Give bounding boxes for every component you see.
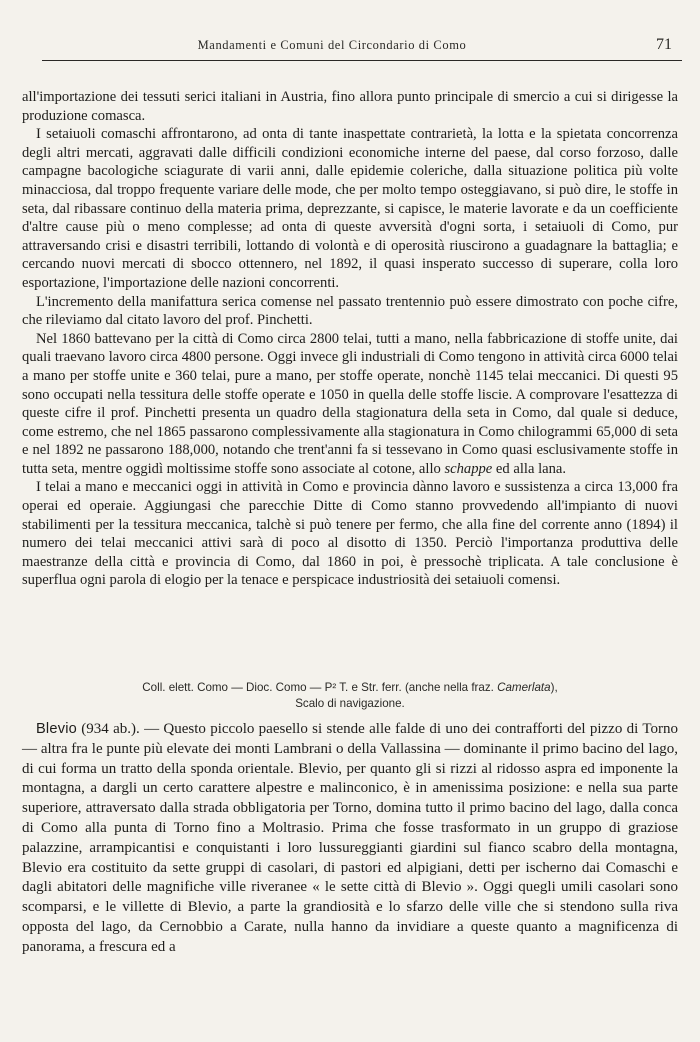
blevio-paragraph [22, 720, 678, 958]
statistics-text-end: ed alla lana. [492, 460, 567, 477]
como-caption [22, 680, 678, 711]
main-text [22, 88, 678, 590]
blevio-section [22, 720, 678, 958]
caption-line-1: Coll. elett. Como — Dioc. Como — P² T. e Str. ferr. (anche nella fraz. Camerlata), [142, 681, 558, 694]
page-number: 71 [656, 36, 672, 53]
page-header [24, 36, 674, 58]
blevio-text: (934 ab.). — Questo piccolo paesello si stende alle falde di uno dei contrafforti del pizzo di Torno — altra fra le punte più elevate dei monti Lambrani o della Vallassina — dominante il primo bacino del lago, di cui forma un tratto della sponda orientale. Blevio, per quanto gli si rizzi al ridosso aspra ed imponente la montagna, a dargli un certo carattere alpestre e malinconico, è in amenissima posizione: e nella sua parte superiore, attraversato dalla strada obbligatoria per Torno, domina tutto il primo bacino del lago, dalla conca di Como alla punta di Torno fino a Moltrasio. Prima che fosse trasformato in un gruppo di graziose palazzine, arrampicantisi e conquistanti i loro lussureggianti giardini sul fianco scabro della montagna, Blevio era costituito da sette gruppi di casolari, di pastori ed alpigiani, detti per ischerno dai Comaschi e dagli abitatori delle magnifiche ville riveranee « le sette città di Blevio ». Oggi quegli umili casolari sono scomparsi, e le villette di Blevio, a parte la grandiosità e lo sfarzo delle ville che si stendono sulla riva opposta del lago, da Cernobbio a Carate, nulla hanno da invidiare a queste quanto a magnificenza di panorama, a frescura ed a [22, 721, 678, 955]
paragraph-statistics [22, 330, 678, 479]
blevio-heading: Blevio [36, 721, 77, 737]
header-rule [42, 60, 682, 61]
statistics-text: Nel 1860 battevano per la città di Como circa 2800 telai, tutti a mano, nella fabbricazione di stoffe unite, dai quali traevano lavoro circa 4800 persone. Oggi invece gli industriali di Como tengono in attività circa 6000 telai a mano per stoffe unite e 360 telai, pure a mano, per stoffe operate, nonchè 1145 telai meccanici. Di questi 95 sono occupati nella tessitura delle stoffe operate e 1050 in quella delle stoffe liscie. A comprovare l'esattezza di queste cifre il prof. Pinchetti presenta un quadro della stagionatura della seta in Como, dal quale si deduce, come estremo, che nel 1865 passarono complessivamente alla stagionatura in Como chilogrammi 65,000 di seta e nel 1892 ne passarono 188,000, notando che trent'anni fa si tessevano in Como quasi esclusivamente stoffe in tutta seta, mentre oggidì moltissime stoffe sono associate al cotone, allo [22, 330, 678, 477]
paragraph-setaiuoli: I setaiuoli comaschi affrontarono, ad onta di tante inaspettate contrarietà, la lotta e la spietata concorrenza degli altri mercati, aggravati dalle difficili condizioni economiche interne del paese, dal corso forzoso, dalle campagne bacologiche sciagurate di varii anni, dalle epidemie coleriche, dalla situazione politica più volte minacciosa, dal troppo frequente variare delle mode, che per molto tempo osteggiavano, si può dire, le stoffe in seta, dal ribassare continuo della materia prima, deprezzante, si capisce, le materie lavorate e da un coefficiente d'altre cause più o meno complesse; ad onta di queste avversità d'ogni sorta, i setaiuoli di Como, pur attraversando crisi e disastri terribili, lottando di volontà e di operosità riuscirono a guadagnare la battaglia; e cercando nuovi mercati di sbocco ottennero, nel 1892, il quasi insperato successo di superare, colla loro esportazione, l'importazione delle nazioni concorrenti. [22, 126, 678, 291]
paragraph-telai: I telai a mano e meccanici oggi in attività in Como e provincia dànno lavoro e sussistenza a circa 13,000 fra operai ed operaie. Aggiungasi che parecchie Ditte di Como stanno provvedendo all'impianto di nuovi stabilimenti per la tessitura meccanica, talchè si può tenere per fermo, che alla fine del corrente anno (1894) il numero dei telai meccanici attivi sarà di poco al disotto di 1350. Perciò l'importanza produttiva delle maestranze della città e provincia di Como, dal 1860 in poi, è pressochè triplicata. A tale conclusione è superflua ogni parola di elogio per la tenace e perspicace industriosità dei setaiuoli comensi. [22, 479, 678, 589]
paragraph-incremento: L'incremento della manifattura serica comense nel passato trentennio può essere dimostrato con poche cifre, che rileviamo dal citato lavoro del prof. Pinchetti. [22, 293, 678, 329]
statistics-italic-term: schappe [444, 460, 493, 477]
caption-italic-place: Camerlata [497, 681, 551, 694]
running-title: Mandamenti e Comuni del Circondario di Como [197, 38, 467, 52]
caption-line-2: Scalo di navigazione. [295, 696, 405, 710]
paragraph-continuation: all'importazione dei tessuti serici italiani in Austria, fino allora punto principale di smercio a cui si dirigesse la produzione comasca. [22, 89, 678, 124]
